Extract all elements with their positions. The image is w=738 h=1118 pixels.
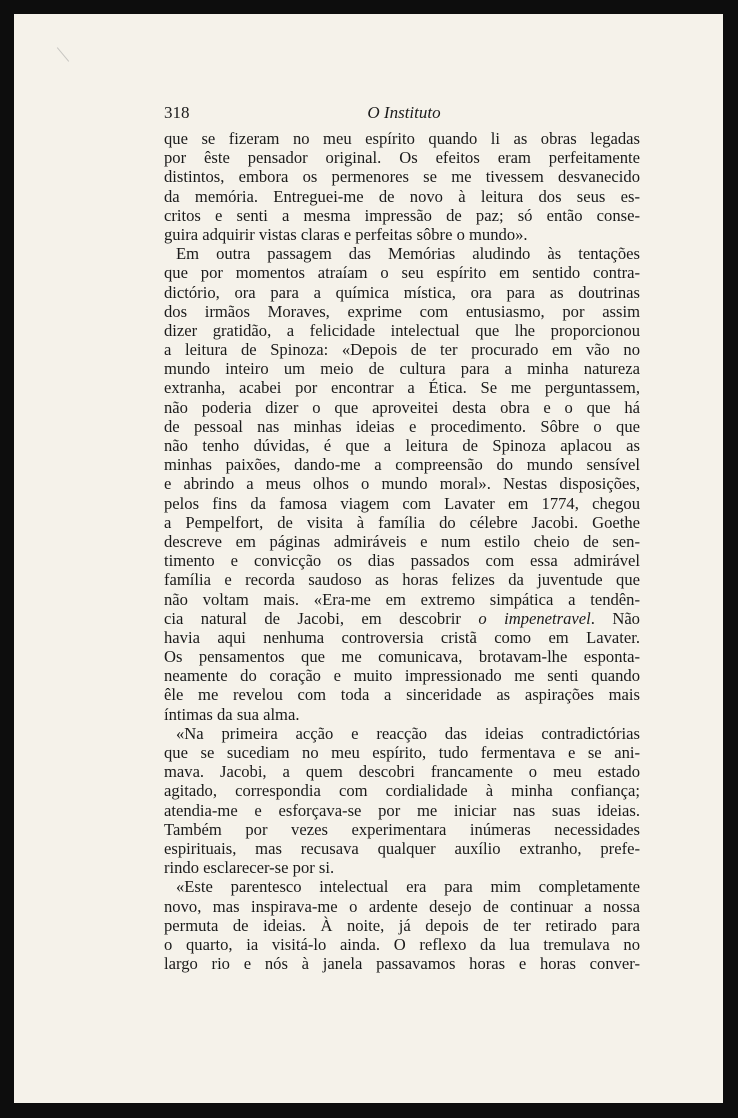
text-line: o quarto, ia visitá-lo ainda. O reflexo da lua tremulava no [164,934,640,954]
text-line: dos irmãos Moraves, exprime com entusiasmo, por assim [164,301,640,321]
text-line: distintos, embora os permenores se me tivessem desvanecido [164,167,640,187]
paragraph [164,244,640,724]
text-line: permuta de ideias. À noite, já depois de ter retirado para [164,915,640,935]
text-line: a leitura de Spinoza: «Depois de ter procurado em vão no [164,340,640,360]
text-line: não voltam mais. «Era-me em extremo simpática a tendên- [164,589,640,609]
text-line: Também por vezes experimentara inúmeras necessidades [164,819,640,839]
page-header [164,103,644,125]
text-line: de pessoal nas minhas ideias e procedimento. Sôbre o que [164,416,640,436]
text-line: Os pensamentos que me comunicava, brotavam-lhe esponta- [164,647,640,667]
text-line: dictório, ora para a química mística, ora para as doutrinas [164,282,640,302]
text-line: critos e senti a mesma impressão de paz; só então conse- [164,205,640,225]
text-line: por êste pensador original. Os efeitos eram perfeitamente [164,148,640,168]
text-line: que por momentos atraíam o seu espírito em sentido contra- [164,263,640,283]
text-line: largo rio e nós à janela passavamos horas e horas conver- [164,954,640,974]
text-line: íntimas da sua alma. [164,704,300,724]
text-line: a Pempelfort, de visita à família do célebre Jacobi. Goethe [164,512,640,532]
text-line: «Este parentesco intelectual era para mim completamente [176,877,640,897]
text-line: não poderia dizer o que aproveitei desta obra e o que há [164,397,640,417]
text-line: guira adquirir vistas claras e perfeitas sôbre o mundo». [164,224,528,244]
running-title: O Instituto [367,103,441,122]
text-line: rindo esclarecer-se por si. [164,858,335,878]
body-text [164,129,640,973]
text-line: dizer gratidão, a felicidade intelectual que lhe proporcionou [164,320,640,340]
text-line: cia natural de Jacobi, em descobrir o impenetravel. Não [164,608,640,628]
text-line: Em outra passagem das Memórias aludindo às tentações [176,244,640,264]
text-line: mava. Jacobi, a quem descobri francamente o meu estado [164,762,640,782]
scanned-page [14,14,723,1103]
text-line: êle me revelou com toda a sinceridade as aspirações mais [164,685,640,705]
text-line: que se sucediam no meu espírito, tudo fermentava e se ani- [164,743,640,762]
text-line: da memória. Entreguei-me de novo à leitura dos seus es- [164,186,640,206]
text-line: novo, mas inspirava-me o ardente desejo de continuar a nossa [164,896,640,916]
text-line: não tenho dúvidas, é que a leitura de Spinoza aplacou as [164,436,640,455]
text-line: extranha, acabei por encontrar a Ética. Se me perguntassem, [164,378,640,398]
text-line: família e recorda saudoso as horas felizes da juventude que [164,570,640,590]
text-line: agitado, correspondia com cordialidade à minha confiança; [164,781,640,801]
text-line: e abrindo a meus olhos o mundo moral». Nestas disposições, [164,474,640,494]
paragraph [164,724,640,878]
text-line: espirituais, mas recusava qualquer auxílio extranho, prefe- [164,838,640,858]
text-line: pelos fins da famosa viagem com Lavater em 1774, chegou [164,493,640,513]
paragraph [164,129,640,244]
text-line: atendia-me e esforçava-se por me iniciar nas suas ideias. [164,800,640,820]
text-line: minhas paixões, dando-me a compreensão do mundo sensível [164,455,640,475]
scan-mark [57,47,69,61]
text-line: timento e convicção os dias passados com essa admirável [164,551,640,571]
text-line: que se fizeram no meu espírito quando li as obras legadas [164,129,640,148]
text-line: havia aqui nenhuma controversia cristã como em Lavater. [164,627,640,647]
text-line: «Na primeira acção e reacção das ideias contradictórias [176,723,640,743]
text-line: neamente do coração e muito impressionado me senti quando [164,666,640,686]
text-line: descreve em páginas admiráveis e num estilo cheio de sen- [164,531,640,551]
page-number: 318 [164,103,190,122]
paragraph [164,877,640,973]
text-line: mundo inteiro um meio de cultura para a minha natureza [164,359,640,379]
